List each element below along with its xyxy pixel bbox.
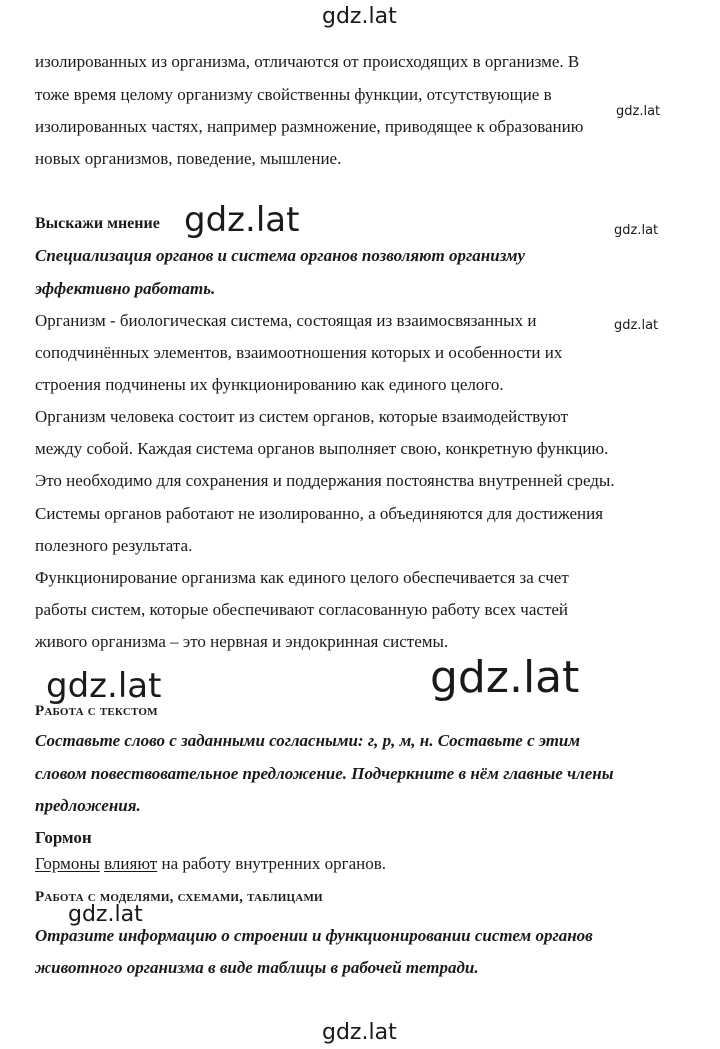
opinion-answer-9: Функционирование организма как единого целого обеспечивается за счет	[35, 568, 569, 587]
answer-word: Гормон	[35, 828, 92, 847]
intro-line-1: изолированных из организма, отличаются от происходящих в организме. В	[35, 52, 580, 71]
intro-line-4: новых организмов, поведение, мышление.	[35, 149, 342, 168]
opinion-answer-3: строения подчинены их функционированию как единого целого.	[35, 375, 504, 394]
watermark-bottom: gdz.lat	[322, 1020, 397, 1045]
watermark-small-3: gdz.lat	[614, 318, 659, 333]
opinion-heading: Выскажи мнение	[35, 215, 160, 232]
opinion-answer-8: полезного результата.	[35, 536, 193, 555]
opinion-question-1: Специализация органов и система органов позволяют организму	[35, 246, 526, 265]
text-work-task-1: Составьте слово с заданными согласными: г, р, м, н. Составьте с этим	[35, 731, 581, 750]
watermark-top: gdz.lat	[322, 4, 397, 29]
models-task-2: животного организма в виде таблицы в рабочей тетради.	[35, 958, 479, 977]
models-task-1: Отразите информацию о строении и функционировании систем органов	[35, 926, 593, 945]
watermark-small-2: gdz.lat	[614, 223, 659, 238]
watermark-medium: gdz.lat	[68, 902, 143, 927]
opinion-answer-6: Это необходимо для сохранения и поддержания постоянства внутренней среды.	[35, 471, 615, 490]
opinion-answer-1: Организм - биологическая система, состоящая из взаимосвязанных и	[35, 311, 537, 330]
opinion-answer-4: Организм человека состоит из систем органов, которые взаимодействуют	[35, 407, 569, 426]
models-heading: Работа с моделями, схемами, таблицами	[35, 889, 323, 905]
sentence-subject: Гормоны	[35, 854, 100, 873]
watermark-large-2: gdz.lat	[46, 666, 162, 706]
opinion-answer-11: живого организма – это нервная и эндокринная системы.	[35, 632, 449, 651]
opinion-question-2: эффективно работать.	[35, 279, 216, 298]
opinion-answer-10: работы систем, которые обеспечивают согласованную работу всех частей	[35, 600, 569, 619]
opinion-answer-5: между собой. Каждая система органов выполняет свою, конкретную функцию.	[35, 439, 609, 458]
opinion-answer-7: Системы органов работают не изолированно, а объединяются для достижения	[35, 504, 604, 523]
intro-line-2: тоже время целому организму свойственны функции, отсутствующие в	[35, 85, 552, 104]
text-work-task-2: словом повествовательное предложение. Подчеркните в нём главные члены	[35, 764, 614, 783]
answer-sentence	[35, 853, 386, 875]
text-work-task-3: предложения.	[35, 796, 141, 815]
sentence-predicate: влияют	[104, 854, 158, 873]
sentence-rest: на работу внутренних органов.	[161, 854, 387, 873]
watermark-xlarge: gdz.lat	[430, 652, 580, 703]
intro-line-3: изолированных частях, например размножение, приводящее к образованию	[35, 117, 584, 136]
opinion-answer-2: соподчинённых элементов, взаимоотношения которых и особенности их	[35, 343, 563, 362]
watermark-small-1: gdz.lat	[616, 104, 661, 119]
watermark-large-1: gdz.lat	[184, 200, 300, 240]
text-work-heading: Работа с текстом	[35, 703, 158, 719]
